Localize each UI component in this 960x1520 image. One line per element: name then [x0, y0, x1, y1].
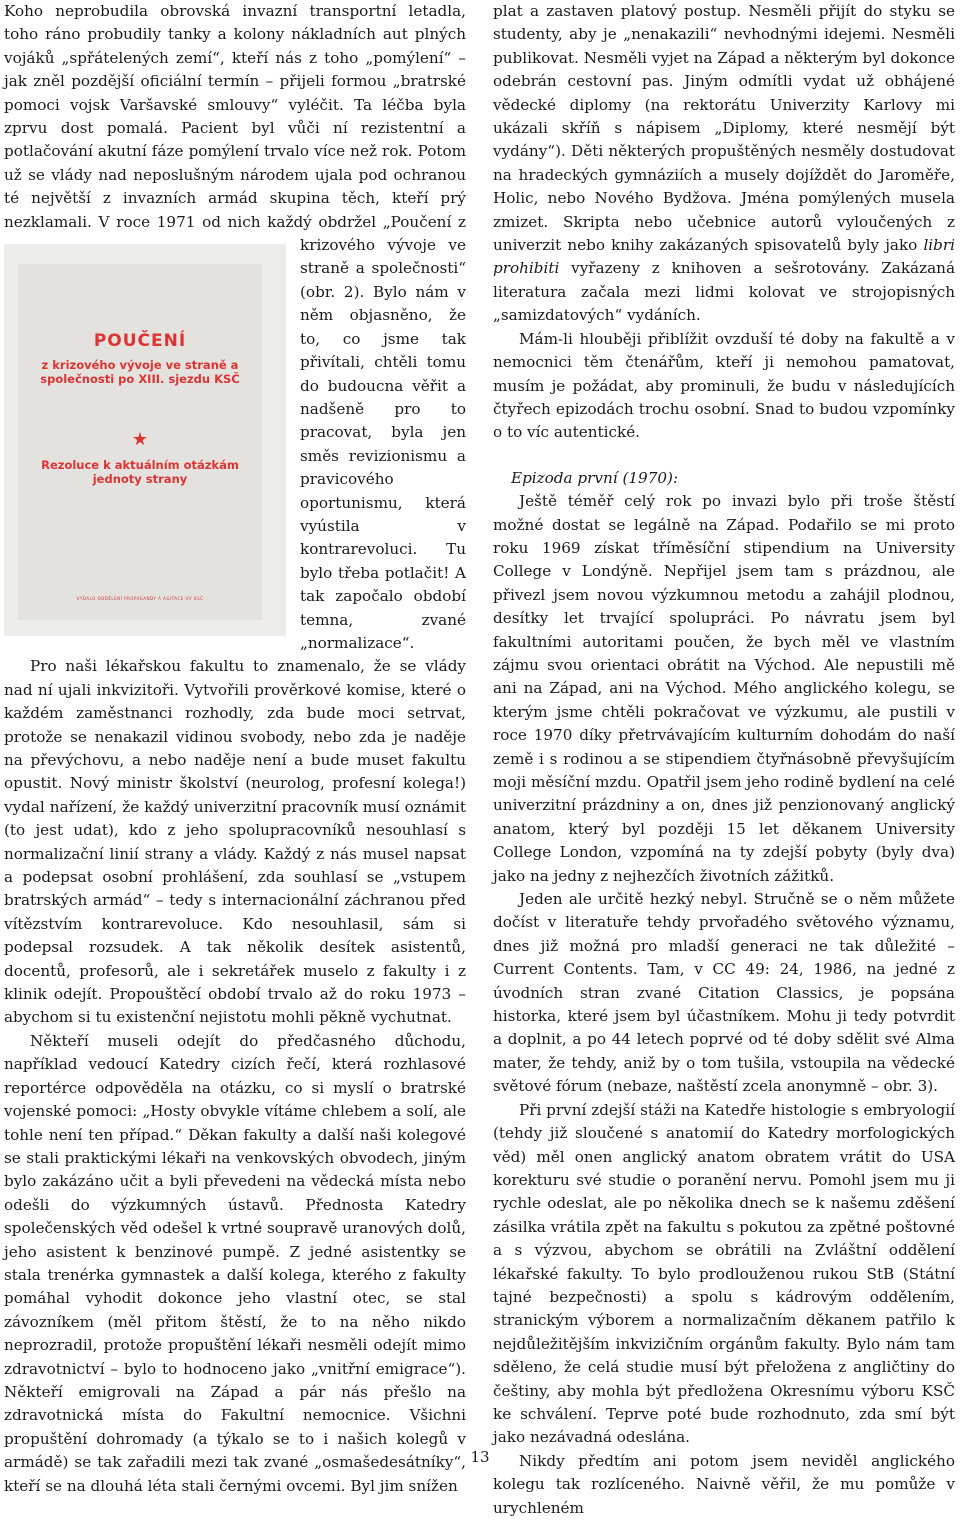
paragraph-intro-text: Koho neprobudila obrovská invazní transportní letadla, toho ráno probudily tanky a kolony nákladních aut plných vojáků „spřátelených zemí“, kteří nás z toho „pomýlení“ – jak zněl pozdější oficiální termín – přijeli formou „bratrské pomoci vojsk Varšavské smlouvy“ vyléčit. Ta léčba byla zprvu dost pomalá. Pacient byl vůči ní rezistentní a potlačování akutní fáze pomýlení trvalo více než rok. Potom už se vlády nad neposlušným národem ujala pod ochranou té největší z invazních armád skupina těch, kteří prý nezklamali. V roce 1971 od nich každý obdržel „Poučení z krizového vývoje [4, 2, 466, 255]
paragraph-dismissals: Někteří museli odejít do předčasného důchodu, například vedoucí Katedry cizích řečí, která rozhlasové reportérce odpověděla na otázku, co si myslí o bratrské vojenské pomoci: „Hosty obvykle vítáme chlebem a solí, ale tohle není ten případ.“ Děkan fakulty a další naši kolegové se stali praktickými lékaři na venkovských obvodech, jiným bylo zakázáno učit a byli převedeni na vědecká místa nebo odešli do výzkumných ústavů. Přednosta Katedry společenských věd odešel k vrtné soupravě uranových dolů, jeho asistent k benzinové pumpě. Z jedné asistentky se stala trenérka gymnastek a další kolega, kterého z fakulty pomáhal vyhodit dokonce jeho vlastní otec, se stal závozníkem (měl přitom štěstí, že to na něho nikdo neprozradil, protože propuštění lékaři nesměli odejít mimo zdravotnictví – bylo to hodnoceno jako „vnitřní emigrace“). Někteří emigrovali na Západ a pár nás přešlo na zdravotnická místa do Fakultní nemocnice. Všichni propuštění dohromady (a týkalo se to i našich kolegů v armádě) se tak zařadili mezi tak zvané „osmašedesátníky“, kteří se na dlouhá léta stali černými ovcemi. Byl jim snížen [4, 1031, 466, 1495]
right-column [493, 0, 955, 1520]
paragraph-intro-continued: ve straně a společnosti“ (obr. 2). Bylo nám v něm objasněno, že to, co jsme tak přivítali, chtěli tomu do budoucna věřit a nadšeně pro to pracovat, byla jen směs revizionismu a pravicového oportunismu, která vyústila v kontrarevoluci. Tu bylo třeba potlačit! A tak započalo období temna, zvané „normalizace“. [300, 236, 466, 652]
figure-resolution: Rezoluce k aktuálním otázkám jednoty strany [41, 458, 239, 487]
paragraph-current-contents: Jeden ale určitě hezký nebyl. Stručně se o něm můžete dočíst v literatuře tehdy prvořadého světového významu, dnes již možná pro mladší generaci ne tak důležité – Current Contents. Tam, v CC 49: 24, 1986, na jedné z úvodních stran zvané Citation Classics, je popsána historka, které jsem byl účastníkem. Mohu ji tedy potvrdit a doplnit, a po 44 letech poprvé od té doby sdělit své Alma mater, že tehdy, aniž by o tom tušila, vstoupila na vědecké světové fórum (nebaze, naštěstí zcela anonymně – obr. 3). [493, 890, 955, 1096]
section-heading: Epizoda první (1970): [511, 468, 679, 487]
figure-title: POUČENÍ [93, 331, 187, 352]
left-column [4, 0, 466, 1498]
paragraph-intro [4, 0, 466, 655]
italic-term: libri prohibiti [493, 236, 956, 278]
paragraph-proofs: Při první zdejší stáži na Katedře histologie s embryologií (tehdy již sloučené s anatomií do Katedry morfologických věd) měl onen anglický anatom obratem vrátit do USA korekturu své studie o poranění nervu. Pomohl jsem mu ji rychle odeslat, ale po několika dnech se k našemu zděšení zásilka vrátila zpět na fakultu s pokutou za zpětné poštovné a s výzvou, abychom se obrátili na Zvláštní oddělení lékařské fakulty. To bylo prodlouženou rukou StB (Státní tajné bezpečnosti) a spolu s kádrovým oddělením, stranickým výborem a normalizačním děkanem patřilo k nejdůležitějším inkvizičním orgánům fakulty. Bylo nám tam sděleno, že celá studie musí být přeložena z angličtiny do češtiny, aby mohla být předložena Okresnímu výboru KSČ ke schválení. Teprve poté bude rozhodnuto, zda smí být jako nezávadná odeslána. [493, 1100, 955, 1447]
paragraph-episodes-intro: Mám-li hlouběji přiblížit ovzduší té doby na fakultě a v nemocnici těm čtenářům, kteří ji nemohou pamatovat, musím je požádat, aby prominuli, že budu v následujících čtyřech epizodách trochu osobní. Snad to budou vzpomínky o to víc autentické. [493, 329, 955, 442]
paragraph-restrictions [493, 0, 955, 328]
figure-cover-page [18, 264, 262, 620]
paragraph-restrictions-end: vyřazeny z knihoven a sešrotovány. Zakázaná literatura začala mezi lidmi kolovat ve strojopisných „samizdatových“ vydáních. [493, 259, 956, 325]
star-icon: ★ [131, 429, 149, 451]
figure-poučení-cover [4, 244, 286, 636]
paragraph-colleague: Nikdy předtím ani potom jsem neviděl anglického kolegu tak rozlíceného. Naivně věřil, že mu pomůže v urychleném [493, 1451, 955, 1517]
figure-subtitle: z krizového vývoje ve straně a společnosti po XIII. sjezdu KSČ [40, 358, 240, 387]
figure-footer: VYDALO ODDĚLENÍ PROPAGANDY A AGITACE ÚV KSČ [76, 595, 204, 601]
page-number: 13 [470, 1448, 490, 1466]
paragraph-episode-one: Ještě téměř celý rok po invazi bylo při troše štěstí možné dostat se legálně na Západ. Podařilo se mi proto roku 1969 získat tříměsíční stipendium na University College v Londýně. Nepřijel jsem tam s prázdnou, ale přivezl jsem novou výzkumnou metodu a zahájil plodnou, desítky let trvající spolupráci. Po návratu jsem byl fakultními autoritami poučen, že bych měl ve vlastním zájmu svou orientaci obrátit na Východ. Ale nepustili mě ani na Západ, ani na Východ. Mého anglického kolegu, se kterým jsme chtěli pokračovat ve výzkumu, ale pustili v roce 1970 díky přetrvávajícím kulturním dohodám do naší země i s rodinou a se stipendiem čtyřnásobně převyšujícím moji měsíční mzdu. Opatřil jsem jeho rodině bydlení na celé univerzitní prázdniny a on, dnes již penzionovaný anglický anatom, který byl později 15 let děkanem University College London, vzpomíná na ty zdejší pobyty (byly dva) jako na jedny z nejhezčích životních zážitků. [493, 492, 955, 885]
paragraph-restrictions-text: plat a zastaven platový postup. Nesměli přijít do styku se studenty, aby je „nenakazili“ nevhodnými idejemi. Nesměli publikovat. Nesměli vyjet na Západ a některým byl dokonce odebrán cestovní pas. Jiným odmítli vydat už obhájené vědecké diplomy (na rektorátu Univerzity Karlovy mi ukázali skříň s nápisem „Diplomy, které nesmějí být vydány“). Děti některých propuštěných nesměly dostudovat na hradeckých gymnáziích a musely dojíždět do Jaroměře, Holic, nebo Nového Bydžova. Jména pomýlených musela zmizet. Skripta nebo učebnice autorů vyloučených z univerzit nebo knihy zakázaných spisovatelů byly jako [493, 2, 955, 255]
paragraph-faculty: Pro naši lékařskou fakultu to znamenalo, že se vlády nad ní ujali inkvizitoři. Vytvořili prověrkové komise, které o každém zaměstnanci rozhodly, zda bude moci setrvat, protože se nenakazil vidinou svobody, nebo zda je naděje na převýchovu, a nebo naděje není a bude muset fakultu opustit. Nový ministr školství (neurolog, profesní kolega!) vydal nařízení, že každý univerzitní pracovník musí oznámit (to jest udat), kdo z jeho spolupracovníků nesouhlasí s normalizační linií strany a vlády. Každý z nás musel napsat a podepsat osobní prohlášení, zda souhlasí se „vstupem bratrských armád“ – tedy s internacionální záchranou před vítězstvím kontrarevoluce. Kdo nesouhlasil, sám si podepsal rozsudek. A tak několik desítek asistentů, docentů, profesorů, ale i sekretářek muselo z fakulty i z klinik odejít. Propouštěcí období trvalo až do roku 1973 – abychom si tu existenční nejistotu mohli pěkně vychutnat. [4, 657, 466, 1027]
